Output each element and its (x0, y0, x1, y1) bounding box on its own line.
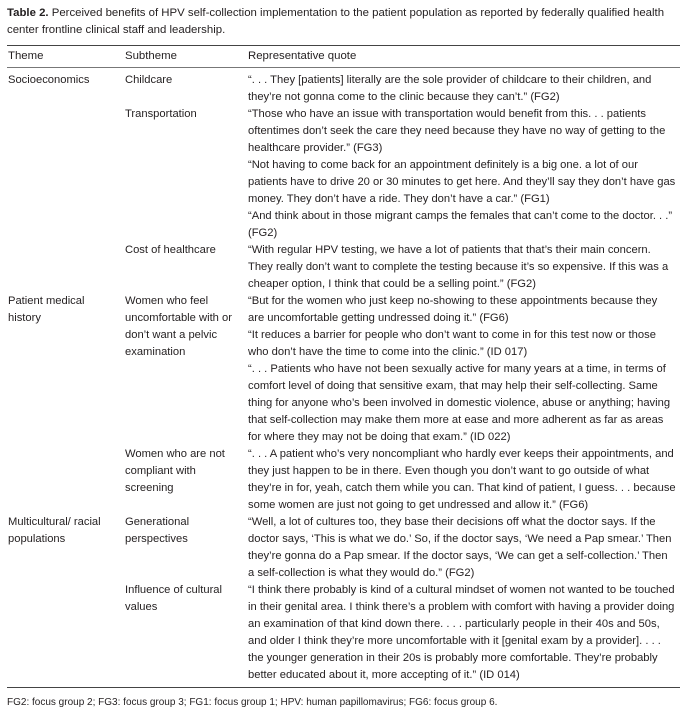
quote-cell: “I think there probably is kind of a cultural mindset of women not wanted to be touched in their genital area. I think there’s a problem with comfort with having a provider doing an examination of that kind down there. . . . particularly people in their 40s and 50s, and older I think they’re more uncomfortable with it [genital exam by a provider]. . . . the younger generation in their 20s is probably more comfortable. They’re probably better educated about it, more accepting of it.” (ID 014) (248, 584, 675, 681)
subtheme-cell-empty (124, 157, 247, 208)
theme-cell-empty (7, 361, 124, 446)
quote-cell: “Those who have an issue with transportation would benefit from this. . . patients oftentimes don’t seek the care they need because they have no way of getting to the healthcare provider.” (FG3) (248, 108, 666, 154)
table-row (7, 582, 680, 688)
header-theme: Theme (7, 46, 124, 68)
quote-cell: “And think about in those migrant camps the females that can’t come to the doctor. . .” (FG2) (248, 210, 673, 239)
theme-cell: Multicultural/ racial populations (8, 516, 101, 545)
table-row (7, 327, 680, 361)
theme-cell-empty (7, 582, 124, 688)
table-row (7, 106, 680, 157)
theme-cell-empty (7, 327, 124, 361)
quote-cell: “. . . A patient who’s very noncompliant who hardly ever keeps their appointments, and they just happen to be in there. Even though you don’t want to go outside of what they’re in for, yeah, catch them while you can. That kind of patient, I guess. . . because some women are just not going to get undressed and allow it.” (FG6) (248, 448, 676, 511)
subtheme-cell: Transportation (125, 108, 197, 120)
quote-cell: “. . . Patients who have not been sexually active for many years at a time, in terms of comfort level of doing that sensitive exam, that may help their self-collecting. Same thing for anyone who’s been involved in domestic violence, abuse or anything; having that self-collection may make them more at ease and more adherent as far as areas for where they may not be doing that exam.” (ID 022) (248, 363, 671, 443)
quote-cell: “With regular HPV testing, we have a lot of patients that that’s their main concern. They really don’t want to complete the testing because it’s so expensive. If this was a cheaper option, I think that could be a selling point.” (FG2) (248, 244, 669, 290)
table-row (7, 157, 680, 208)
table-footnote: FG2: focus group 2; FG3: focus group 3; FG1: focus group 1; HPV: human papillomavirus; FG6: focus group 6. (7, 697, 498, 708)
table-row (7, 293, 680, 327)
table-caption (7, 5, 680, 39)
subtheme-cell: Women who feel uncomfortable with or don’t want a pelvic examination (125, 295, 232, 358)
table-row (7, 361, 680, 446)
theme-cell: Patient medical history (8, 295, 85, 324)
table-row (7, 68, 680, 107)
subtheme-cell: Cost of healthcare (125, 244, 216, 256)
theme-cell-empty (7, 446, 124, 514)
caption-text: Perceived benefits of HPV self-collection implementation to the patient population as reported by federally qualified health center frontline clinical staff and leadership. (7, 7, 665, 36)
subtheme-cell: Women who are not compliant with screening (125, 448, 225, 494)
header-row (7, 46, 680, 68)
table-row (7, 242, 680, 293)
subtheme-cell: Influence of cultural values (125, 584, 223, 613)
theme-cell-empty (7, 106, 124, 157)
quote-cell: “It reduces a barrier for people who don’t want to come in for this test now or those who don’t have the time to come into the clinic.” (ID 017) (248, 329, 656, 358)
table-label: Table 2. (7, 7, 49, 19)
quote-cell: “Not having to come back for an appointment definitely is a big one. a lot of our patients have to drive 20 or 30 minutes to get here. And they’ll say they don’t have gas money. They don’t have a ride. They don’t have a car.” (FG1) (248, 159, 676, 205)
theme-cell-empty (7, 242, 124, 293)
theme-cell-empty (7, 157, 124, 208)
header-subtheme: Subtheme (124, 46, 247, 68)
quote-cell: “But for the women who just keep no-showing to these appointments because they are uncomfortable getting undressed doing it.” (FG6) (248, 295, 658, 324)
subtheme-cell: Childcare (125, 74, 173, 86)
subtheme-cell-empty (124, 208, 247, 242)
theme-cell-empty (7, 208, 124, 242)
theme-cell: Socioeconomics (8, 74, 90, 86)
quote-cell: “Well, a lot of cultures too, they base their decisions off what the doctor says. If the doctor says, ‘This is what we do.’ So, if the doctor says, ‘We need a Pap smear.’ Then they’re gonna do a Pap smear. If the doctor says, ‘We can get a self-collection.’ Then a self-collection is what they would do.” (FG2) (248, 516, 672, 579)
quote-cell: “. . . They [patients] literally are the sole provider of childcare to their children, and they’re not gonna come to the clinic because they can’t.” (FG2) (248, 74, 652, 103)
table-row (7, 446, 680, 514)
benefits-table (7, 45, 680, 688)
header-quote: Representative quote (247, 46, 680, 68)
table-row (7, 514, 680, 582)
table-row (7, 208, 680, 242)
subtheme-cell: Generational perspectives (125, 516, 190, 545)
